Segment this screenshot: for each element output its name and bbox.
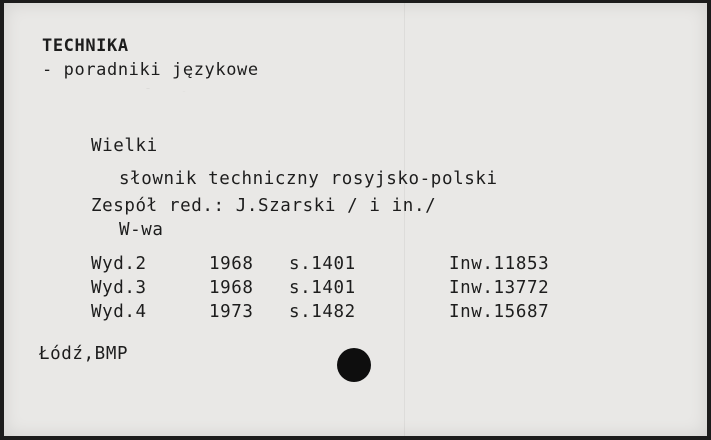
category-title: TECHNIKA: [42, 36, 129, 56]
punch-hole: [337, 348, 371, 382]
entry-line-4: W-wa: [119, 220, 164, 240]
edition-year: 1973: [209, 302, 254, 322]
edition-inventory: Inw.11853: [449, 254, 550, 274]
edition-year: 1968: [209, 254, 254, 274]
edition-year: 1968: [209, 278, 254, 298]
ink-smudge: [40, 83, 220, 97]
library-stamp: Łódź,BMP: [39, 344, 129, 364]
catalog-card: [4, 3, 707, 436]
edition-number: Wyd.2: [91, 254, 147, 274]
card-crease: [404, 3, 405, 436]
entry-line-3: Zespół red.: J.Szarski / i in./: [91, 196, 437, 216]
edition-pages: s.1401: [289, 278, 356, 298]
edition-inventory: Inw.13772: [449, 278, 550, 298]
edition-pages: s.1482: [289, 302, 356, 322]
entry-line-2: słownik techniczny rosyjsko-polski: [119, 169, 498, 189]
edition-number: Wyd.3: [91, 278, 147, 298]
category-subtitle: - poradniki językowe: [42, 60, 259, 80]
edition-inventory: Inw.15687: [449, 302, 550, 322]
edition-pages: s.1401: [289, 254, 356, 274]
entry-line-1: Wielki: [91, 136, 158, 156]
edition-number: Wyd.4: [91, 302, 147, 322]
